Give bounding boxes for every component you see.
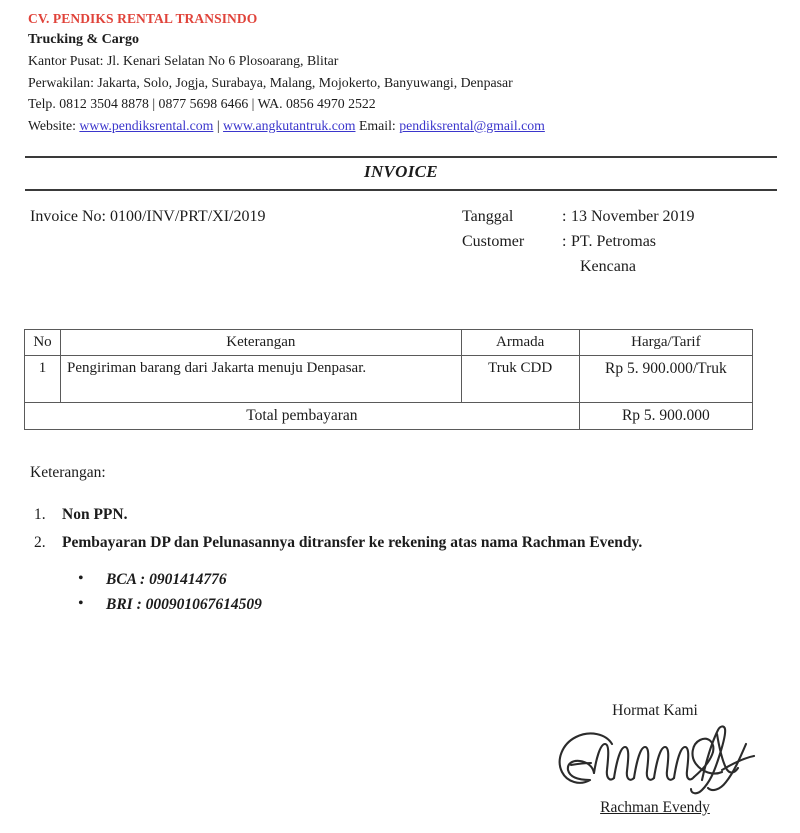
- head-office-address: Kantor Pusat: Jl. Kenari Selatan No 6 Plosoarang, Blitar: [28, 53, 339, 68]
- bank-account-text: BRI : 000901067614509: [106, 596, 262, 613]
- date-colon: :: [562, 208, 567, 225]
- note-text: Non PPN.: [62, 506, 128, 523]
- notes-section: [30, 462, 730, 617]
- column-header-no: No: [25, 330, 61, 356]
- bank-account-item: [30, 592, 730, 617]
- invoice-number: Invoice No: 0100/INV/PRT/XI/2019: [30, 208, 266, 225]
- web-contact-line: [28, 115, 758, 137]
- bullet-icon: •: [78, 570, 84, 587]
- page-title: INVOICE: [364, 162, 438, 181]
- customer-colon: :: [562, 233, 567, 250]
- meta-row-customer: [462, 229, 695, 254]
- bank-account-item: [30, 567, 730, 592]
- note-item: [30, 501, 730, 529]
- letterhead: [28, 9, 758, 137]
- note-number: 1.: [34, 506, 46, 523]
- company-name: CV. PENDIKS RENTAL TRANSINDO: [28, 11, 258, 26]
- table-row: [25, 356, 753, 403]
- website-link-secondary[interactable]: www.angkutantruk.com: [223, 117, 356, 133]
- note-text: Pembayaran DP dan Pelunasannya ditransfer ke rekening atas nama Rachman Evendy.: [62, 534, 643, 551]
- cell-harga: Rp 5. 900.000/Truk: [579, 356, 752, 403]
- note-item: [30, 529, 730, 557]
- branch-offices: Perwakilan: Jakarta, Solo, Jogja, Surabaya, Malang, Mojokerto, Banyuwangi, Denpasar: [28, 74, 513, 90]
- column-header-harga: Harga/Tarif: [579, 330, 752, 356]
- customer-value: PT. Petromas: [571, 233, 657, 250]
- website-link-primary[interactable]: www.pendiksrental.com: [79, 117, 214, 133]
- company-tagline: Trucking & Cargo: [28, 32, 139, 47]
- email-label: Email:: [358, 117, 396, 133]
- customer-label: Customer: [462, 233, 525, 250]
- notes-list: [30, 501, 730, 557]
- signature-greeting: Hormat Kami: [612, 702, 698, 719]
- cell-keterangan: Pengiriman barang dari Jakarta menuju Denpasar.: [61, 356, 462, 403]
- date-value: 13 November 2019: [571, 208, 695, 225]
- handwritten-signature-icon: [540, 720, 770, 798]
- divider-above-title: [25, 156, 777, 158]
- total-label: Total pembayaran: [25, 403, 580, 430]
- signature-name: Rachman Evendy: [600, 799, 710, 816]
- divider-below-title: [25, 189, 777, 191]
- email-link[interactable]: pendiksrental@gmail.com: [399, 117, 545, 133]
- column-header-keterangan: Keterangan: [61, 330, 462, 356]
- phone-numbers: Telp. 0812 3504 8878 | 0877 5698 6466 | WA. 0856 4970 2522: [28, 96, 376, 111]
- signature-block: [540, 700, 770, 818]
- total-value: Rp 5. 900.000: [579, 403, 752, 430]
- column-header-armada: Armada: [461, 330, 579, 356]
- customer-value-line2: Kencana: [580, 258, 636, 275]
- bullet-icon: •: [78, 595, 84, 612]
- link-separator: |: [216, 117, 220, 133]
- note-number: 2.: [34, 534, 46, 551]
- table-header-row: [25, 330, 753, 356]
- cell-no: 1: [25, 356, 61, 403]
- notes-title: Keterangan:: [30, 464, 106, 481]
- date-label: Tanggal: [462, 208, 514, 225]
- invoice-meta: [462, 204, 695, 279]
- bank-account-list: [30, 567, 730, 617]
- bank-account-text: BCA : 0901414776: [106, 571, 227, 588]
- website-label: Website:: [28, 117, 76, 133]
- items-table: [24, 329, 753, 430]
- table-total-row: [25, 403, 753, 430]
- meta-row-date: [462, 204, 695, 229]
- cell-armada: Truk CDD: [461, 356, 579, 403]
